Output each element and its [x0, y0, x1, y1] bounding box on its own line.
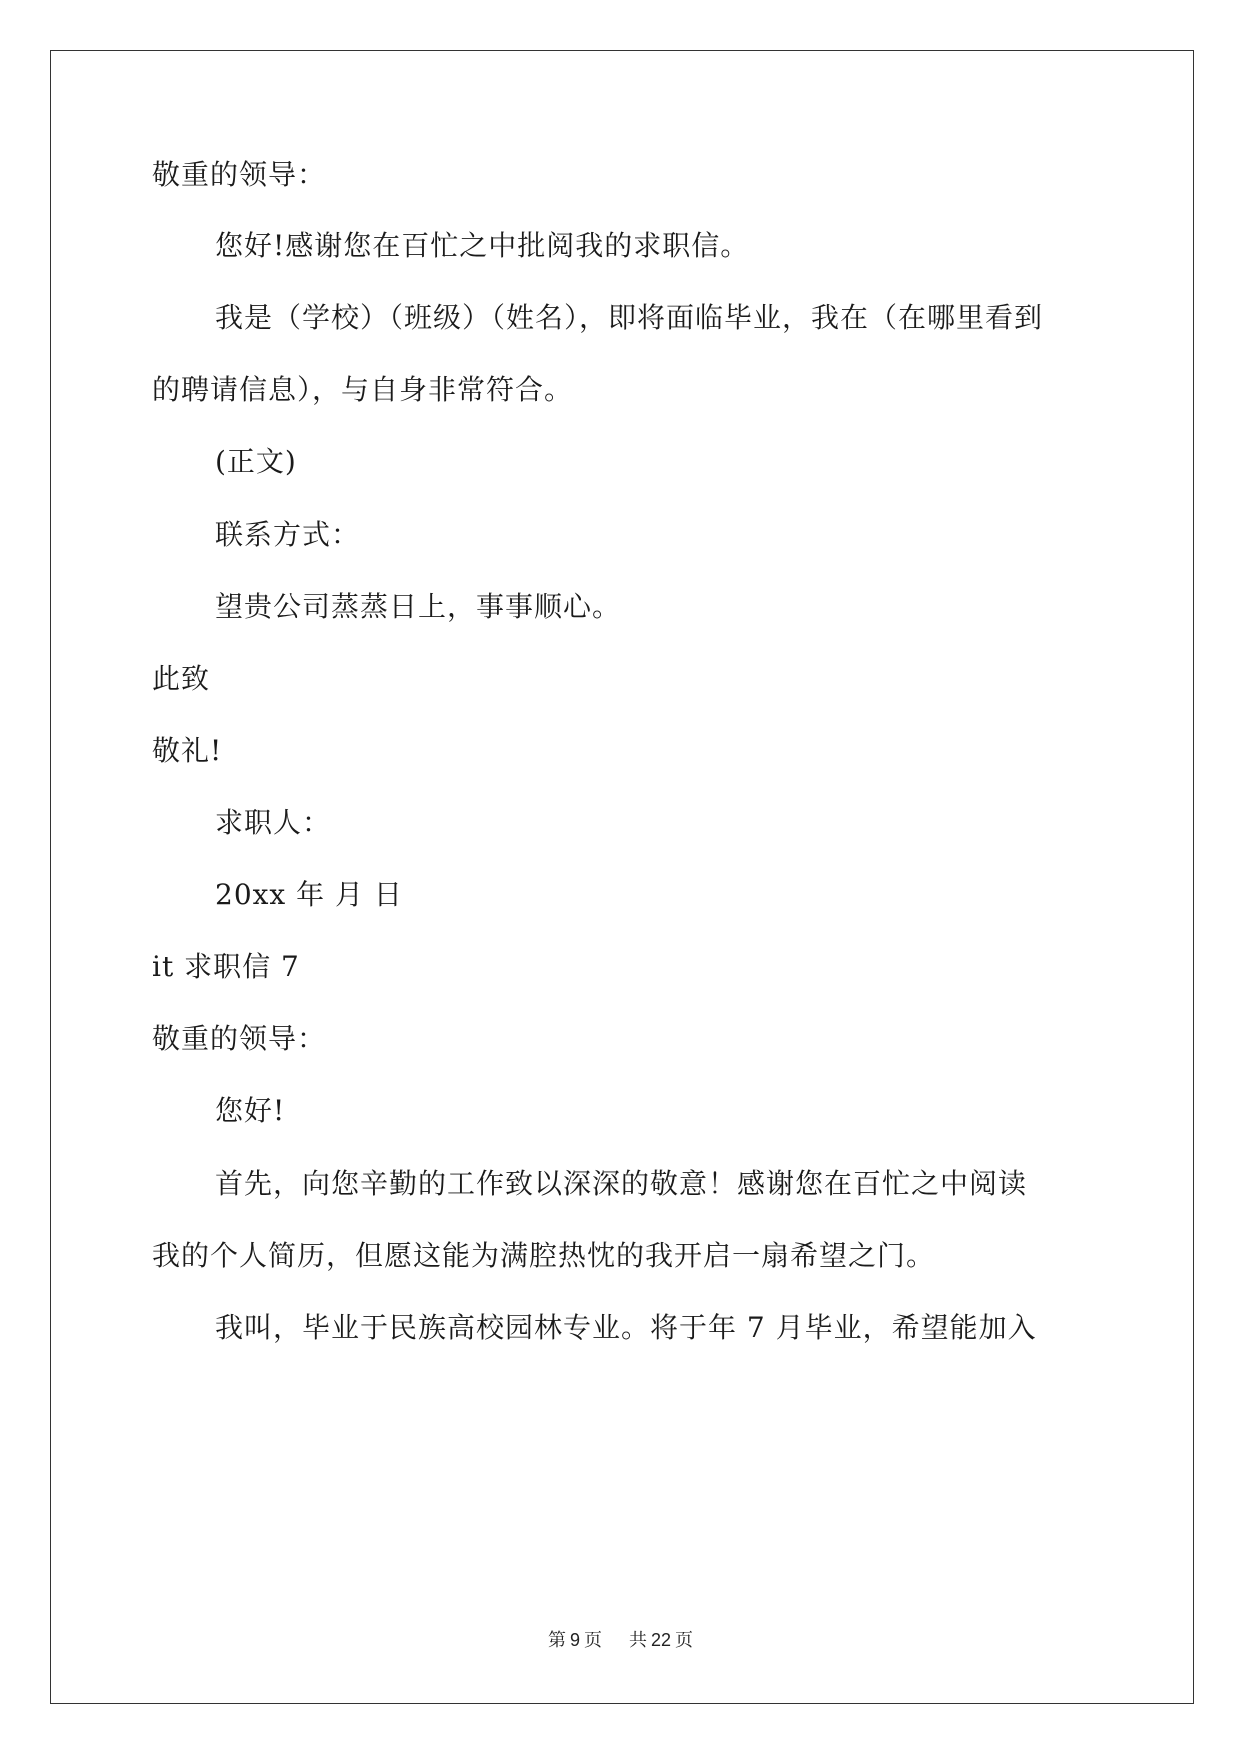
closing-salute-1: 此致: [152, 662, 211, 695]
closing-wish: 望贵公司蒸蒸日上，事事顺心。: [215, 590, 622, 623]
page-suffix: 页: [584, 1630, 603, 1651]
date-line: 20xx 年 月 日: [215, 878, 403, 911]
body-placeholder: (正文): [215, 445, 297, 478]
paragraph-2-line-1: 首先，向您辛勤的工作致以深深的敬意！感谢您在百忙之中阅读: [215, 1167, 1028, 1200]
closing-salute-2: 敬礼!: [152, 734, 223, 767]
salutation: 敬重的领导：: [152, 158, 327, 191]
greeting-paragraph: 您好!感谢您在百忙之中批阅我的求职信。: [215, 229, 750, 262]
paragraph-3-line-1: 我叫，毕业于民族高校园林专业。将于年 7 月毕业，希望能加入: [215, 1311, 1037, 1344]
greeting-2: 您好!: [215, 1094, 286, 1127]
contact-label: 联系方式：: [215, 518, 361, 551]
total-prefix: 共: [628, 1630, 647, 1651]
salutation-2: 敬重的领导：: [152, 1022, 327, 1055]
section-heading: it 求职信 7: [152, 950, 300, 983]
page-number: 9: [570, 1630, 581, 1650]
intro-paragraph-line-2: 的聘请信息），与自身非常符合。: [152, 373, 574, 406]
total-suffix: 页: [674, 1630, 693, 1651]
page-footer: [0, 1628, 1241, 1653]
total-pages: 22: [650, 1630, 671, 1650]
intro-paragraph-line-1: 我是（学校）（班级）（姓名），即将面临毕业，我在（在哪里看到: [215, 301, 1044, 334]
paragraph-2-line-2: 我的个人简历，但愿这能为满腔热忱的我开启一扇希望之门。: [152, 1239, 936, 1272]
page-prefix: 第: [548, 1630, 567, 1651]
applicant-label: 求职人：: [215, 806, 332, 839]
